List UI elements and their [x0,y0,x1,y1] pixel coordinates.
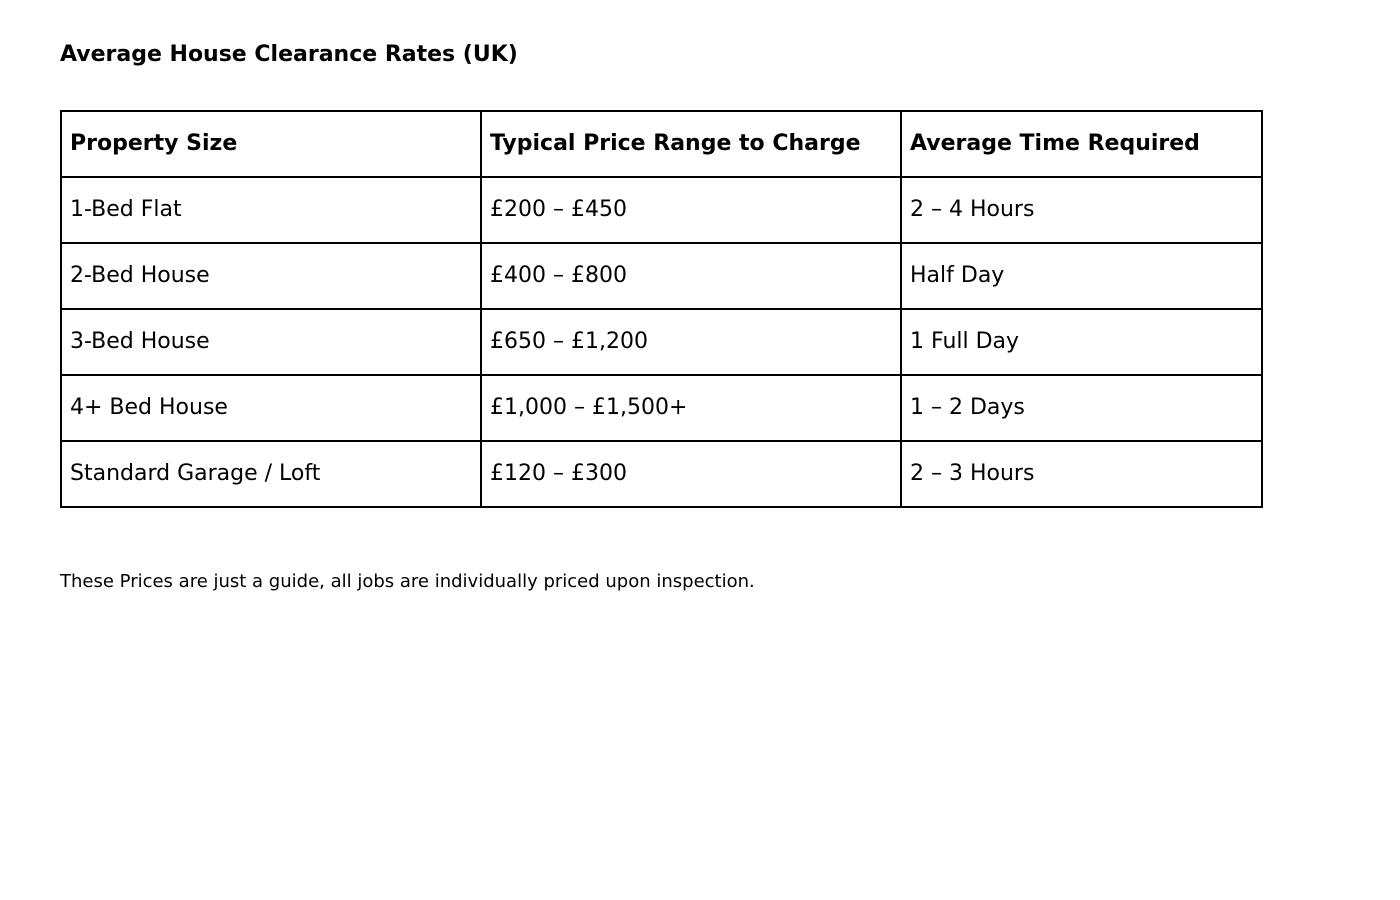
cell-price-range: £650 – £1,200 [481,309,901,375]
table-row [61,177,1262,243]
cell-time-required: 1 Full Day [901,309,1262,375]
header-price-range: Typical Price Range to Charge [481,111,901,177]
table-row [61,243,1262,309]
cell-property-size: Standard Garage / Loft [61,441,481,507]
table-row [61,309,1262,375]
cell-time-required: 2 – 4 Hours [901,177,1262,243]
header-property-size: Property Size [61,111,481,177]
cell-time-required: 1 – 2 Days [901,375,1262,441]
cell-price-range: £200 – £450 [481,177,901,243]
cell-price-range: £120 – £300 [481,441,901,507]
cell-property-size: 3-Bed House [61,309,481,375]
table-header-row [61,111,1262,177]
cell-property-size: 1-Bed Flat [61,177,481,243]
cell-time-required: Half Day [901,243,1262,309]
table-row [61,441,1262,507]
cell-property-size: 4+ Bed House [61,375,481,441]
clearance-rates-table [60,110,1263,508]
cell-property-size: 2-Bed House [61,243,481,309]
cell-price-range: £400 – £800 [481,243,901,309]
header-time-required: Average Time Required [901,111,1262,177]
cell-time-required: 2 – 3 Hours [901,441,1262,507]
pricing-footnote: These Prices are just a guide, all jobs are individually priced upon inspection. [60,571,755,592]
page-title: Average House Clearance Rates (UK) [60,42,518,67]
table-row [61,375,1262,441]
cell-price-range: £1,000 – £1,500+ [481,375,901,441]
